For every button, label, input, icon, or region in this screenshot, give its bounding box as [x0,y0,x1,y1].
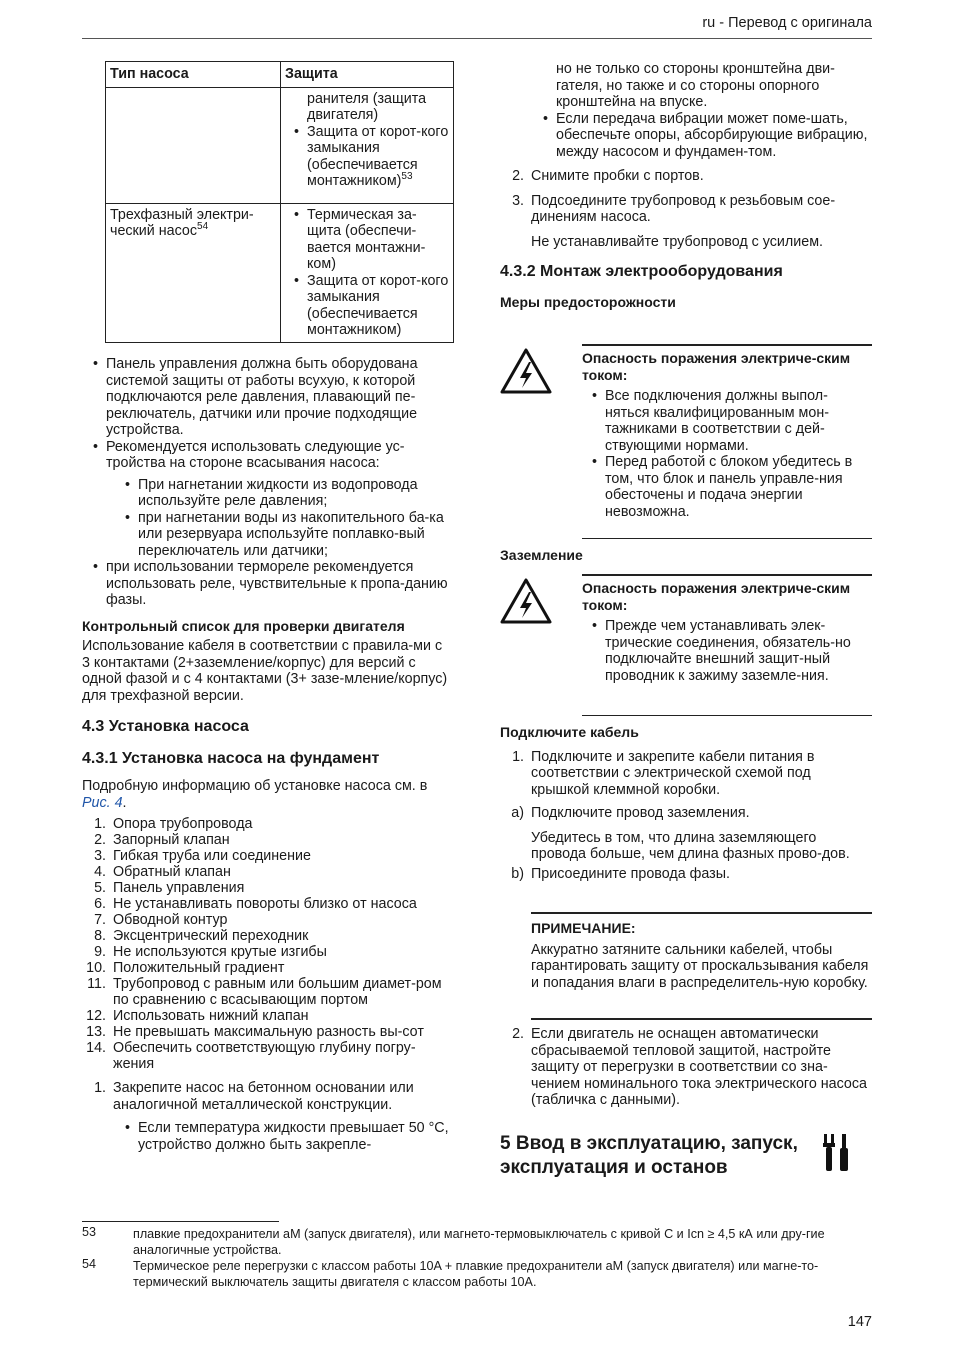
list-item: • Если температура жидкости превышает 50 °C, устройство должно быть закрепле- [82,1120,454,1153]
list-item: 2. Запорный клапан [94,832,230,848]
list-item: 7. Обводной контур [94,912,228,928]
grounding-heading: Заземление [500,547,583,563]
list-item: 2. Если двигатель не оснащен автоматически сбрасываемой тепловой защитой, настройте защиту от перегрузки в соответствии со зна-чением номинального тока электрического насоса (табличка с данными). [512,1026,867,1108]
list-item: 5. Панель управления [94,880,245,896]
table-row [106,203,454,342]
list-item: • Защита от корот-кого замыкания (обеспечивается монтажником)$^{53}$ [307,124,449,190]
footnote-divider [82,1221,279,1222]
right-column [500,61,872,310]
list-item: • При нагнетании жидкости из водопровода используйте реле давления; [82,477,454,510]
list-item: 13. Не превышать максимальную разность вы-сот [86,1024,424,1040]
checklist-text: Использование кабеля в соответствии с правила-ми с 3 контактами (2+заземление/корпус) для версий с одной фазой и с 4 контактами (3+ зазе-мление/корпус) для трехфазной версии. [82,638,448,704]
list-item: • Все подключения должны выпол-няться квалифицированным мон-тажниками в соответствии с дей-ствующими нормами. [605,388,872,454]
warning-title: Опасность поражения электриче-ским током: [582,350,851,383]
note-title: ПРИМЕЧАНИЕ: [531,920,636,936]
section-heading-4-3-2: 4.3.2 Монтаж электрооборудования [500,263,783,280]
list-item: • Перед работой с блоком убедитесь в том, что блок и панель управле-ния обесточены и подача энергии невозможна. [605,454,872,520]
section-heading-4-3-1: 4.3.1 Установка насоса на фундамент [82,749,380,767]
table-header-pump-type: Тип насоса [106,62,281,88]
list-item: 12. Использовать нижний клапан [86,1008,309,1024]
footnote-number: 53 [82,1225,97,1239]
list-item-continued: но не только со стороны кронштейна дви-гателя, но также и со стороны опорного кронштейна на впуске. [556,61,835,110]
list-item: • при нагнетании воды из накопительного ба-ка или резервуара используйте поплавко-вый переключатель или датчики; [82,510,454,560]
list-item: • Если передача вибрации может поме-шать, обеспечьте опоры, абсорбирующие вибрацию, между насосом и фундамен-том. [500,111,872,161]
footnote-ref: 53 [401,171,413,183]
list-item: • при использовании термореле рекомендуется использовать реле, чувствительные к пропа-данию фазы. [82,559,454,609]
checklist-heading: Контрольный список для проверки двигателя [82,617,405,634]
list-item: 11. Трубопровод с равным или большим диамет-ром по сравнению с всасывающим портом [87,976,442,1008]
pump-protection-table [105,61,454,343]
figure-legend-list [82,816,454,1072]
list-item: • Прежде чем устанавливать элек-трические соединения, обязатель-но подключайте внешний защит-ный проводник к зажиму заземле-ния. [605,618,872,684]
intro-paragraph: Подробную информацию об установке насоса см. в Рис. 4. [82,778,428,811]
page-number: 147 [847,1314,872,1330]
table-cell-text: Трехфазный электри-ческий насос [110,206,254,239]
list-item: • Защита от корот-кого замыкания (обеспечивается монтажником) [307,273,449,339]
chapter-heading: 5 Ввод в эксплуатацию, запуск, эксплуатация и останов [500,1133,798,1178]
step-note: Убедитесь в том, что длина заземляющего провода больше, чем длина фазных прово-дов. [531,829,850,862]
table-row [106,87,454,203]
list-item: 6. Не устанавливать повороты близко от насоса [94,896,417,912]
precautions-heading: Меры предосторожности [500,293,676,310]
table-cell-text: ранителя (защита двигателя) [307,90,427,123]
list-item: 9. Не используются крутые изгибы [94,944,327,960]
left-column [82,356,454,1153]
connect-cable-heading: Подключите кабель [500,724,639,740]
electric-warning-box [582,574,872,716]
list-item: 2. Снимите пробки с портов. [512,168,704,184]
warning-title: Опасность поражения электриче-ским током: [582,580,851,613]
header-divider [82,38,872,39]
section-heading-4-3: 4.3 Установка насоса [82,718,249,735]
list-item: 1. Подключите и закрепите кабели питания в соответствии с электрической схемой под крышкой клеммной коробки. [512,748,815,798]
list-item: 14. Обеспечить соответствующую глубину погру-жения [86,1040,416,1072]
tools-icon [820,1133,854,1173]
list-item: b) Присоедините провода фазы. [511,865,730,882]
list-item: • Рекомендуется использовать следующие ус-тройства на стороне всасывания насоса: [82,439,454,472]
list-item: 3. Подсоедините трубопровод к резьбовым сое-динениям насоса. [512,192,836,225]
list-item: 4. Обратный клапан [94,864,231,880]
list-item: 8. Эксцентрический переходник [94,928,309,944]
figure-link[interactable]: Рис. 4 [82,794,123,811]
electric-hazard-icon [500,348,552,394]
list-item: 10. Положительный градиент [86,960,285,976]
footnote-ref: 54 [197,221,209,233]
list-item: a) Подключите провод заземления. [511,805,750,821]
page-header: ru - Перевод с оригинала [702,15,872,31]
connect-cable-section [500,724,872,882]
list-item: • Термическая за-щита (обеспечи-вается монтажни-ком) [307,207,449,273]
step-note: Не устанавливайте трубопровод с усилием. [531,233,823,250]
footnote-text: плавкие предохранители aM (запуск двигателя), или магнето-термовыключатель с кривой C и Icn ≥ 4,5 кА или дру-гие аналогичные устройства. [133,1227,825,1257]
list-item: 1. Закрепите насос на бетонном основании или аналогичной металлической конструкции. [94,1080,414,1113]
footnote-number: 54 [82,1257,97,1271]
table-header-protection: Защита [281,62,454,88]
list-item: 1. Опора трубопровода [94,816,253,832]
footnote-text: Термическое реле перегрузки с классом работы 10A + плавкие предохранители aM (запуск двигателя) или магне-то-термический выключатель защиты двигателя с классом работы 10A. [133,1259,819,1289]
install-steps [82,1080,454,1113]
list-item: • Панель управления должна быть оборудована системой защиты от работы всухую, к которой подключаются реле давления, плавающий пе-реключатель, датчики или прочие подходящие устройства. [82,356,454,439]
electric-hazard-icon [500,578,552,624]
note-text: Аккуратно затяните сальники кабелей, чтобы гарантировать защиту от проскальзывания кабеля и попадания влаги в распределитель-ную коробку. [531,941,869,991]
electric-warning-box [582,344,872,539]
list-item: 3. Гибкая труба или соединение [94,848,311,864]
note-box [531,912,872,1020]
